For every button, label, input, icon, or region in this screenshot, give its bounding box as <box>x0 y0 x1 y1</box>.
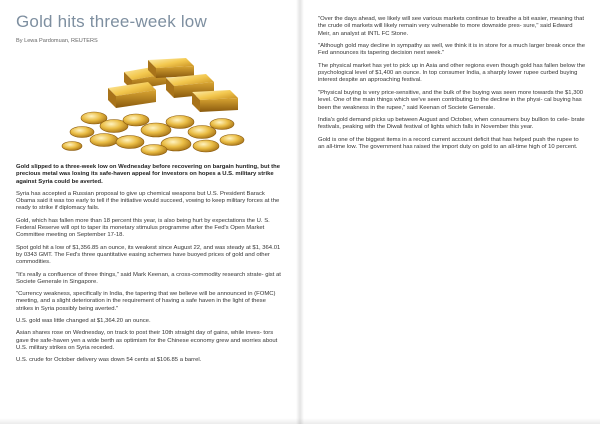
right-paragraph-2: "Although gold may decline in sympathy as well, we think it is in store for a much larger break once the Fed announces its tapering decision next week." <box>318 43 585 57</box>
article-headline: Gold hits three-week low <box>16 12 207 31</box>
left-paragraph-3: Spot gold hit a low of $1,356.85 an ounce, its weakest since August 22, and was steady at $1, 364.01 by 0343 GMT. The Fed's three quantitative easing schemes have buoyed prices of gold and other commodities. <box>16 244 281 266</box>
gold-bars-and-coins-icon <box>16 48 284 158</box>
left-paragraph-2: Gold, which has fallen more than 18 percent this year, is also being hurt by expectations the U. S. Federal Reserve will opt to taper its monetary stimulus programme after the Fed's Open Market Committee meeting on September 17-18. <box>16 217 270 239</box>
left-column <box>16 12 284 370</box>
article-byline: By Lewa Pardomuan, REUTERS <box>16 38 98 44</box>
gold-photo <box>16 48 284 158</box>
left-paragraph-6: U.S. gold was little changed at $1,364.20 an ounce. <box>16 318 151 325</box>
left-paragraph-5: "Currency weakness, specifically in India, the tapering that we believe will be announced in (FOMC) meeting, and a slight deterioration in the requirement of having a safe haven in the light of these strikes in Syria possibly being averted." <box>16 291 276 312</box>
right-column <box>318 16 586 157</box>
left-paragraph-8: U.S. crude for October delivery was down 54 cents at $106.85 a barrel. <box>16 357 202 364</box>
article-lead: Gold slipped to a three-week low on Wednesday before recovering on bargain hunting, but the precious metal was losing its safe-haven appeal for investors on hopes a U.S. military strike against Syria could be averted. <box>16 164 281 185</box>
right-paragraph-3: The physical market has yet to pick up in Asia and other regions even though gold has fallen below the psychological level of $1,400 an ounce. In top consumer India, a sharply lower rupee curbed buying interest despite an approaching festival. <box>318 62 586 84</box>
left-paragraph-4: "It's really a confluence of three things," said Mark Keenan, a cross-commodity research strate- gist at Societe Generale in Singapore. <box>16 271 281 285</box>
right-paragraph-5: India's gold demand picks up between August and October, when consumers buy bullion to cele- brate festivals, peaking with the Diwali festival of lights which falls in November this year. <box>318 117 585 131</box>
right-paragraph-6: Gold is one of the biggest items in a record current account deficit that has helped push the rupee to an all-time low. The government has raised the import duty on gold to an all-time high of 10 percent. <box>318 136 579 151</box>
right-paragraph-1: "Over the days ahead, we likely will see various markets continue to breathe a bit easier, meaning that the crude oil markets will likely remain very vulnerable to more downside pres- sure," said Edward Meir, an analyst at INTL FC Stone. <box>318 16 585 37</box>
right-paragraph-4: "Physical buying is very price-sensitive, and the bulk of the buying was seen more towards the $1,300 level. One of the main things which we've seen contributing to the decline in the physi- cal buying has been the weakness in the rupee," said Keenan of Societe Generale. <box>318 89 584 111</box>
page-bottom-edge <box>0 418 600 424</box>
left-paragraph-7: Asian shares rose on Wednesday, on track to post their 10th straight day of gains, while inves- tors gave the safe-haven yen a wide berth as optimism for the Chinese economy grew and worries about U.S. military strikes on Syria receded. <box>16 330 278 351</box>
left-paragraph-1: Syria has accepted a Russian proposal to give up chemical weapons but U.S. President Barack Obama said it was too early to tell if the initiative would succeed, vowing to keep military forces at the ready to strike if diplomacy fails. <box>16 190 280 212</box>
